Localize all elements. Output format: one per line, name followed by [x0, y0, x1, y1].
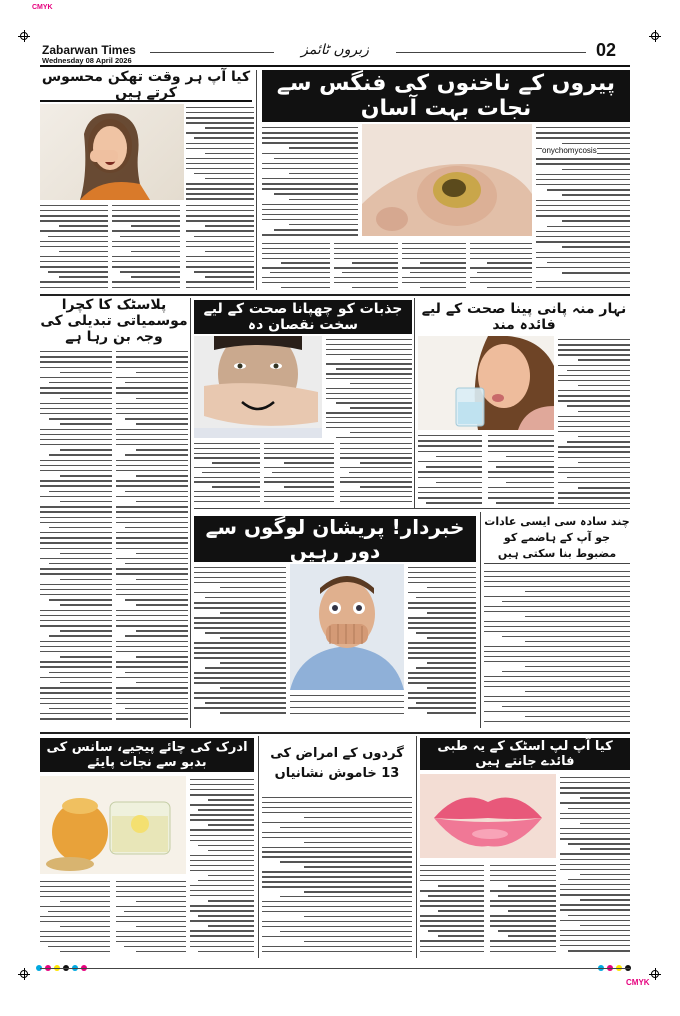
photo-hidden-emotions [194, 336, 322, 438]
headline-emotions: جذبات کو چھپانا صحت کے لیے سخت نقصان دہ [194, 300, 412, 334]
headline-beware: خبردار! پریشان لوگوں سے دور رہیں [194, 516, 476, 562]
photo-ginger-tea [40, 776, 186, 874]
registration-mark-bottom-right [651, 970, 659, 978]
text-column [194, 440, 260, 502]
cmyk-label-bottom: CMYK [626, 978, 650, 987]
photo-tired-woman [40, 104, 184, 200]
text-column [186, 202, 254, 288]
text-column [470, 240, 532, 288]
text-column [264, 440, 334, 502]
issue-date: Wednesday 08 April 2026 [42, 56, 132, 65]
headline-fungus: پیروں کے ناخنوں کی فنگس سے نجات بہت آسان [262, 70, 630, 122]
text-column [334, 240, 398, 288]
headline-habits: چند سادہ سی ایسی عادات جو آپ کے ہاضمے کو مضبوط بنا سکتی ہیں [484, 512, 630, 564]
headline-lipstick: کیا آپ لپ اسٹک کے یہ طبی فائدے جانتے ہیں [420, 738, 630, 770]
text-column [490, 862, 556, 952]
column-divider [414, 298, 415, 508]
text-column [262, 124, 358, 236]
text-column [112, 202, 180, 288]
page-number: 02 [596, 40, 617, 60]
headline-ginger: ادرک کی چائے پیجیے، سانس کی بدبو سے نجات پایئے [40, 738, 254, 772]
section-rule [40, 732, 630, 734]
text-column [536, 278, 630, 288]
masthead-rule-left [150, 52, 274, 53]
headline-water: نہار منہ پانی پینا صحت کے لیے فائدہ مند [421, 301, 627, 333]
text-column [408, 564, 476, 714]
text-column [560, 774, 630, 952]
text-column [116, 878, 186, 952]
section-rule [194, 508, 630, 509]
text-column [340, 440, 412, 502]
text-column [418, 432, 482, 504]
text-column [402, 240, 466, 288]
section-rule [40, 294, 630, 296]
masthead-bottom-rule [40, 65, 630, 67]
text-column [290, 692, 404, 714]
column-divider [258, 736, 259, 958]
headline-tired: کیا آپ ہر وقت تھکن محسوس کرتے ہیں [41, 69, 251, 101]
registration-mark-top-left [20, 32, 28, 40]
photo-drinking-water [418, 336, 554, 430]
text-column [40, 348, 112, 720]
cmyk-label-top: CMYK [32, 4, 53, 11]
text-column [558, 336, 630, 504]
text-column [262, 794, 412, 952]
text-column [420, 862, 484, 952]
paper-name-english: Zabarwan Times [42, 43, 136, 57]
photo-worried-man [290, 564, 404, 690]
text-column [186, 104, 254, 200]
text-column [40, 878, 110, 952]
text-column [262, 240, 330, 288]
photo-pink-lips [420, 774, 556, 858]
registration-mark-top-right [651, 32, 659, 40]
masthead-rule-right [396, 52, 586, 53]
headline-plastic: پلاسٹک کا کچرا موسمیاتی تبدیلی کی وجہ بن رہا ہے [40, 297, 188, 345]
photo-toenail-fungus [362, 124, 532, 236]
text-column [116, 348, 188, 720]
headline-kidney: گردوں کے امراض کی 13 خاموش نشانیاں [270, 746, 404, 781]
registration-mark-bottom-left [20, 970, 28, 978]
text-column [194, 564, 286, 714]
column-divider [416, 736, 417, 958]
text-column [488, 432, 554, 504]
bottom-crop-line [40, 968, 630, 969]
paper-name-urdu: زبروں ٹائمز [301, 42, 369, 58]
column-divider [480, 512, 481, 728]
text-column [190, 776, 254, 952]
text-column [484, 568, 630, 722]
text-column [536, 124, 630, 274]
column-divider [256, 70, 257, 290]
text-column [326, 336, 412, 438]
text-column [40, 202, 108, 288]
inline-term: onychomycosis [542, 146, 597, 155]
column-divider [190, 298, 191, 728]
